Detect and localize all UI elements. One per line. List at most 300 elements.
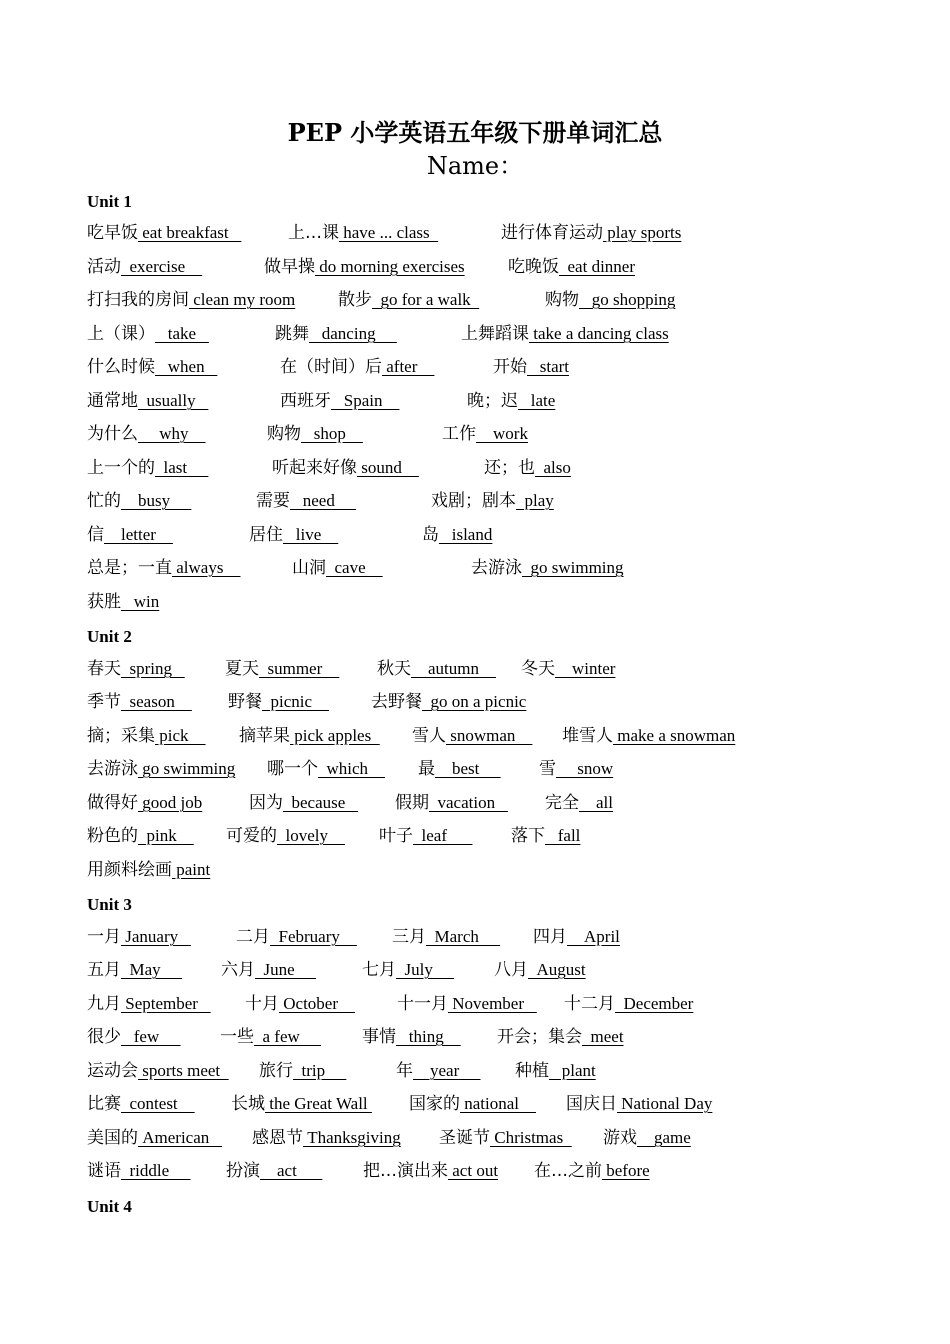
chinese-term: 什么时候 — [87, 357, 155, 377]
english-term: picnic — [262, 692, 330, 711]
chinese-term: 购物 — [545, 290, 579, 310]
chinese-term: 八月 — [494, 960, 528, 980]
english-term: December — [615, 994, 694, 1013]
english-term: start — [527, 357, 570, 376]
chinese-term: 种植 — [515, 1061, 549, 1081]
chinese-term: 五月 — [87, 960, 121, 980]
vocab-entry — [566, 1091, 712, 1117]
vocab-entry — [87, 1125, 222, 1151]
vocab-row — [87, 254, 927, 280]
chinese-term: 叶子 — [379, 826, 413, 846]
chinese-term: 季节 — [87, 692, 121, 712]
english-term: winter — [555, 659, 616, 678]
vocab-entry — [245, 991, 355, 1017]
vocab-entry — [362, 1024, 461, 1050]
english-term: February — [270, 927, 357, 946]
english-term: lovely — [277, 826, 345, 845]
english-term: go swimming — [522, 558, 624, 577]
chinese-term: 可爱的 — [226, 826, 277, 846]
vocab-entry — [562, 723, 735, 749]
vocab-entry — [87, 254, 202, 280]
unit-heading: Unit 3 — [87, 895, 132, 914]
english-term: May — [121, 960, 182, 979]
vocab-entry — [87, 991, 211, 1017]
english-term: exercise — [121, 257, 203, 276]
chinese-term: 春天 — [87, 659, 121, 679]
english-term: all — [579, 793, 613, 812]
vocab-row — [87, 220, 927, 246]
vocab-entry — [267, 421, 363, 447]
vocab-entry — [395, 790, 508, 816]
chinese-term: 十月 — [245, 994, 279, 1014]
english-term: act out — [448, 1161, 499, 1180]
english-term: April — [567, 927, 620, 946]
english-term: thing — [396, 1027, 461, 1046]
english-term: July — [396, 960, 455, 979]
vocab-row — [87, 589, 927, 615]
vocab-entry — [249, 790, 358, 816]
chinese-term: 秋天 — [377, 659, 411, 679]
chinese-term: 用颜料绘画 — [87, 860, 172, 880]
vocab-entry — [220, 1024, 321, 1050]
english-term: year — [413, 1061, 481, 1080]
chinese-term: 六月 — [221, 960, 255, 980]
english-term: pick — [155, 726, 206, 745]
vocab-entry — [545, 287, 675, 313]
english-term: act — [260, 1161, 323, 1180]
english-term: live — [283, 525, 339, 544]
vocab-entry — [409, 1091, 536, 1117]
vocab-row — [87, 321, 927, 347]
chinese-term: 去野餐 — [371, 692, 422, 712]
vocab-entry — [87, 857, 210, 883]
chinese-term: 堆雪人 — [562, 726, 613, 746]
vocab-entry — [494, 957, 586, 983]
english-term: also — [535, 458, 571, 477]
chinese-term: 十二月 — [564, 994, 615, 1014]
chinese-term: 上…课 — [288, 223, 339, 243]
english-term: Spain — [331, 391, 400, 410]
vocab-entry — [439, 1125, 572, 1151]
chinese-term: 通常地 — [87, 391, 138, 411]
english-term: a few — [254, 1027, 322, 1046]
english-term: last — [155, 458, 209, 477]
english-term: shop — [301, 424, 363, 443]
chinese-term: 因为 — [249, 793, 283, 813]
chinese-term: 七月 — [362, 960, 396, 980]
english-term: paint — [172, 860, 211, 879]
vocab-entry — [87, 656, 185, 682]
english-term: go on a picnic — [422, 692, 527, 711]
vocab-row — [87, 354, 927, 380]
vocab-row — [87, 857, 927, 883]
chinese-term: 一月 — [87, 927, 121, 947]
chinese-term: 岛 — [422, 525, 439, 545]
vocab-entry — [87, 1158, 190, 1184]
vocab-entry — [442, 421, 528, 447]
chinese-term: 上舞蹈课 — [461, 324, 529, 344]
vocab-entry — [275, 321, 397, 347]
vocab-row — [87, 388, 927, 414]
chinese-term: 二月 — [236, 927, 270, 947]
vocab-entry — [221, 957, 316, 983]
english-term: island — [439, 525, 493, 544]
vocab-entry — [259, 1058, 346, 1084]
chinese-term: 西班牙 — [280, 391, 331, 411]
english-term: late — [518, 391, 556, 410]
chinese-term: 假期 — [395, 793, 429, 813]
chinese-term: 获胜 — [87, 592, 121, 612]
vocab-entry — [461, 321, 669, 347]
chinese-term: 年 — [396, 1061, 413, 1081]
vocab-entry — [392, 924, 500, 950]
english-term: Christmas — [490, 1128, 572, 1147]
vocab-entry — [87, 388, 208, 414]
vocab-entry — [377, 656, 496, 682]
english-term: have ... class — [339, 223, 439, 242]
unit-heading: Unit 4 — [87, 1197, 132, 1216]
vocab-entry — [226, 1158, 322, 1184]
chinese-term: 国家的 — [409, 1094, 460, 1114]
vocab-entry — [280, 388, 399, 414]
english-term: riddle — [121, 1161, 191, 1180]
vocab-row — [87, 287, 927, 313]
english-term: eat dinner — [559, 257, 635, 276]
vocab-entry — [515, 1058, 596, 1084]
vocab-entry — [397, 991, 537, 1017]
english-term: clean my room — [189, 290, 296, 309]
vocab-entry — [497, 1024, 624, 1050]
english-term: snowman — [446, 726, 533, 745]
vocab-entry — [539, 756, 613, 782]
chinese-term: 去游泳 — [471, 558, 522, 578]
english-term: after — [382, 357, 435, 376]
vocab-entry — [471, 555, 624, 581]
vocab-row — [87, 522, 927, 548]
english-term: November — [448, 994, 537, 1013]
chinese-term: 上（课） — [87, 324, 155, 344]
chinese-term: 最 — [418, 759, 435, 779]
vocab-entry — [87, 689, 192, 715]
vocab-entry — [534, 1158, 650, 1184]
chinese-term: 四月 — [533, 927, 567, 947]
chinese-term: 跳舞 — [275, 324, 309, 344]
vocab-entry — [501, 220, 681, 246]
vocab-entry — [545, 790, 613, 816]
chinese-term: 运动会 — [87, 1061, 138, 1081]
vocab-entry — [533, 924, 620, 950]
vocab-row — [87, 823, 927, 849]
english-term: because — [283, 793, 359, 812]
vocab-entry — [228, 689, 329, 715]
english-term: game — [637, 1128, 691, 1147]
chinese-term: 感恩节 — [252, 1128, 303, 1148]
vocab-entry — [87, 321, 209, 347]
chinese-term: 散步 — [338, 290, 372, 310]
english-term: cave — [326, 558, 383, 577]
vocab-row — [87, 488, 927, 514]
unit-heading: Unit 2 — [87, 627, 132, 646]
english-term: go swimming — [138, 759, 236, 778]
vocab-entry — [87, 589, 159, 615]
chinese-term: 信 — [87, 525, 104, 545]
vocab-entry — [362, 957, 454, 983]
vocab-entry — [418, 756, 501, 782]
english-term: plant — [549, 1061, 596, 1080]
vocab-entry — [484, 455, 571, 481]
vocab-entry — [226, 823, 345, 849]
chinese-term: 开始 — [493, 357, 527, 377]
chinese-term: 在（时间）后 — [280, 357, 382, 377]
chinese-term: 山洞 — [292, 558, 326, 578]
chinese-term: 雪 — [539, 759, 556, 779]
chinese-term: 进行体育运动 — [501, 223, 603, 243]
vocab-entry — [87, 756, 235, 782]
vocab-row — [87, 790, 927, 816]
chinese-term: 开会；集会 — [497, 1027, 582, 1047]
english-term: play — [516, 491, 554, 510]
vocab-entry — [422, 522, 492, 548]
vocab-entry — [87, 1024, 180, 1050]
chinese-term: 做得好 — [87, 793, 138, 813]
vocab-entry — [267, 756, 385, 782]
chinese-term: 游戏 — [603, 1128, 637, 1148]
name-field-label: Name： — [426, 152, 524, 180]
english-term: autumn — [411, 659, 496, 678]
chinese-term: 去游泳 — [87, 759, 138, 779]
chinese-term: 长城 — [231, 1094, 265, 1114]
english-term: pink — [138, 826, 194, 845]
english-term: June — [255, 960, 316, 979]
vocab-entry — [87, 924, 191, 950]
vocab-entry — [87, 723, 206, 749]
vocab-entry — [412, 723, 532, 749]
english-term: when — [155, 357, 218, 376]
english-term: eat breakfast — [138, 223, 242, 242]
chinese-term: 冬天 — [521, 659, 555, 679]
chinese-term: 需要 — [256, 491, 290, 511]
chinese-term: 旅行 — [259, 1061, 293, 1081]
vocab-entry — [292, 555, 383, 581]
vocab-entry — [288, 220, 438, 246]
chinese-term: 比赛 — [87, 1094, 121, 1114]
english-term: win — [121, 592, 160, 611]
vocab-entry — [280, 354, 434, 380]
chinese-term: 做早操 — [264, 257, 315, 277]
english-term: March — [426, 927, 501, 946]
vocab-entry — [379, 823, 472, 849]
vocab-entry — [603, 1125, 691, 1151]
vocab-entry — [493, 354, 569, 380]
english-term: always — [172, 558, 241, 577]
chinese-term: 事情 — [362, 1027, 396, 1047]
vocab-entry — [521, 656, 615, 682]
chinese-term: 把…演出来 — [363, 1161, 448, 1181]
chinese-term: 十一月 — [397, 994, 448, 1014]
vocab-entry — [87, 354, 217, 380]
english-term: why — [138, 424, 206, 443]
chinese-term: 打扫我的房间 — [87, 290, 189, 310]
english-term: National Day — [617, 1094, 713, 1113]
chinese-term: 落下 — [511, 826, 545, 846]
english-term: usually — [138, 391, 209, 410]
english-term: take — [155, 324, 209, 343]
vocab-row — [87, 723, 927, 749]
chinese-term: 圣诞节 — [439, 1128, 490, 1148]
english-term: sound — [357, 458, 419, 477]
vocab-row — [87, 924, 927, 950]
chinese-term: 活动 — [87, 257, 121, 277]
vocab-entry — [467, 388, 555, 414]
chinese-term: 在…之前 — [534, 1161, 602, 1181]
english-term: best — [435, 759, 501, 778]
vocab-entry — [87, 522, 173, 548]
chinese-term: 九月 — [87, 994, 121, 1014]
vocab-entry — [87, 555, 240, 581]
vocab-entry — [87, 1091, 195, 1117]
vocab-entry — [87, 488, 191, 514]
vocab-entry — [87, 1058, 229, 1084]
chinese-term: 野餐 — [228, 692, 262, 712]
vocab-row — [87, 555, 927, 581]
vocab-row — [87, 1024, 927, 1050]
chinese-term: 很少 — [87, 1027, 121, 1047]
chinese-term: 戏剧；剧本 — [431, 491, 516, 511]
english-term: American — [138, 1128, 223, 1147]
chinese-term: 一些 — [220, 1027, 254, 1047]
vocab-entry — [264, 254, 465, 280]
chinese-term: 扮演 — [226, 1161, 260, 1181]
vocab-entry — [431, 488, 554, 514]
chinese-term: 居住 — [249, 525, 283, 545]
english-term: August — [528, 960, 586, 979]
vocab-entry — [363, 1158, 498, 1184]
vocab-entry — [225, 656, 339, 682]
english-term: sports meet — [138, 1061, 229, 1080]
vocab-entry — [508, 254, 635, 280]
english-term: busy — [121, 491, 192, 510]
english-term: the Great Wall — [265, 1094, 372, 1113]
chinese-term: 忙的 — [87, 491, 121, 511]
chinese-term: 谜语 — [87, 1161, 121, 1181]
vocab-row — [87, 1158, 927, 1184]
english-term: season — [121, 692, 192, 711]
vocab-entry — [87, 421, 206, 447]
chinese-term: 粉色的 — [87, 826, 138, 846]
english-term: need — [290, 491, 357, 510]
vocab-row — [87, 756, 927, 782]
chinese-term: 总是；一直 — [87, 558, 172, 578]
chinese-term: 吃晚饭 — [508, 257, 559, 277]
vocab-entry — [272, 455, 419, 481]
english-term: letter — [104, 525, 173, 544]
vocab-entry — [87, 790, 202, 816]
vocab-row — [87, 957, 927, 983]
unit-heading: Unit 1 — [87, 192, 132, 211]
vocab-entry — [252, 1125, 401, 1151]
chinese-term: 摘；采集 — [87, 726, 155, 746]
english-term: which — [318, 759, 386, 778]
vocab-entry — [231, 1091, 372, 1117]
english-term: before — [602, 1161, 650, 1180]
vocab-row — [87, 689, 927, 715]
vocab-row — [87, 455, 927, 481]
english-term: September — [121, 994, 211, 1013]
vocab-entry — [236, 924, 357, 950]
english-term: vacation — [429, 793, 508, 812]
vocab-row — [87, 421, 927, 447]
chinese-term: 为什么 — [87, 424, 138, 444]
english-term: go for a walk — [372, 290, 480, 309]
vocab-row — [87, 1125, 927, 1151]
english-term: meet — [582, 1027, 624, 1046]
vocab-entry — [564, 991, 693, 1017]
chinese-term: 工作 — [442, 424, 476, 444]
english-term: January — [121, 927, 191, 946]
english-term: few — [121, 1027, 181, 1046]
vocab-entry — [87, 220, 241, 246]
vocab-row — [87, 991, 927, 1017]
english-term: go shopping — [579, 290, 676, 309]
english-term: take a dancing class — [529, 324, 669, 343]
vocab-entry — [256, 488, 356, 514]
english-term: do morning exercises — [315, 257, 465, 276]
chinese-term: 听起来好像 — [272, 458, 357, 478]
vocab-entry — [396, 1058, 481, 1084]
vocab-entry — [87, 287, 295, 313]
vocab-entry — [371, 689, 526, 715]
vocab-entry — [511, 823, 580, 849]
english-term: Thanksgiving — [303, 1128, 401, 1147]
english-term: make a snowman — [613, 726, 736, 745]
english-term: play sports — [603, 223, 682, 242]
chinese-term: 三月 — [392, 927, 426, 947]
chinese-term: 美国的 — [87, 1128, 138, 1148]
chinese-term: 雪人 — [412, 726, 446, 746]
english-term: snow — [556, 759, 614, 778]
chinese-term: 还；也 — [484, 458, 535, 478]
chinese-term: 哪一个 — [267, 759, 318, 779]
english-term: pick apples — [290, 726, 380, 745]
chinese-term: 夏天 — [225, 659, 259, 679]
vocab-entry — [249, 522, 338, 548]
english-term: leaf — [413, 826, 473, 845]
chinese-term: 上一个的 — [87, 458, 155, 478]
vocab-entry — [87, 455, 208, 481]
chinese-term: 国庆日 — [566, 1094, 617, 1114]
english-term: trip — [293, 1061, 347, 1080]
page-title: PEP 小学英语五年级下册单词汇总 — [287, 118, 663, 147]
english-term: national — [460, 1094, 537, 1113]
chinese-term: 摘苹果 — [239, 726, 290, 746]
english-term: October — [279, 994, 356, 1013]
english-term: contest — [121, 1094, 195, 1113]
english-term: work — [476, 424, 528, 443]
vocab-entry — [338, 287, 479, 313]
english-term: spring — [121, 659, 185, 678]
chinese-term: 购物 — [267, 424, 301, 444]
english-term: summer — [259, 659, 340, 678]
vocab-entry — [87, 957, 182, 983]
vocab-entry — [239, 723, 380, 749]
english-term: dancing — [309, 324, 397, 343]
chinese-term: 完全 — [545, 793, 579, 813]
vocab-row — [87, 1058, 927, 1084]
chinese-term: 吃早饭 — [87, 223, 138, 243]
english-term: fall — [545, 826, 581, 845]
chinese-term: 晚；迟 — [467, 391, 518, 411]
vocab-entry — [87, 823, 194, 849]
